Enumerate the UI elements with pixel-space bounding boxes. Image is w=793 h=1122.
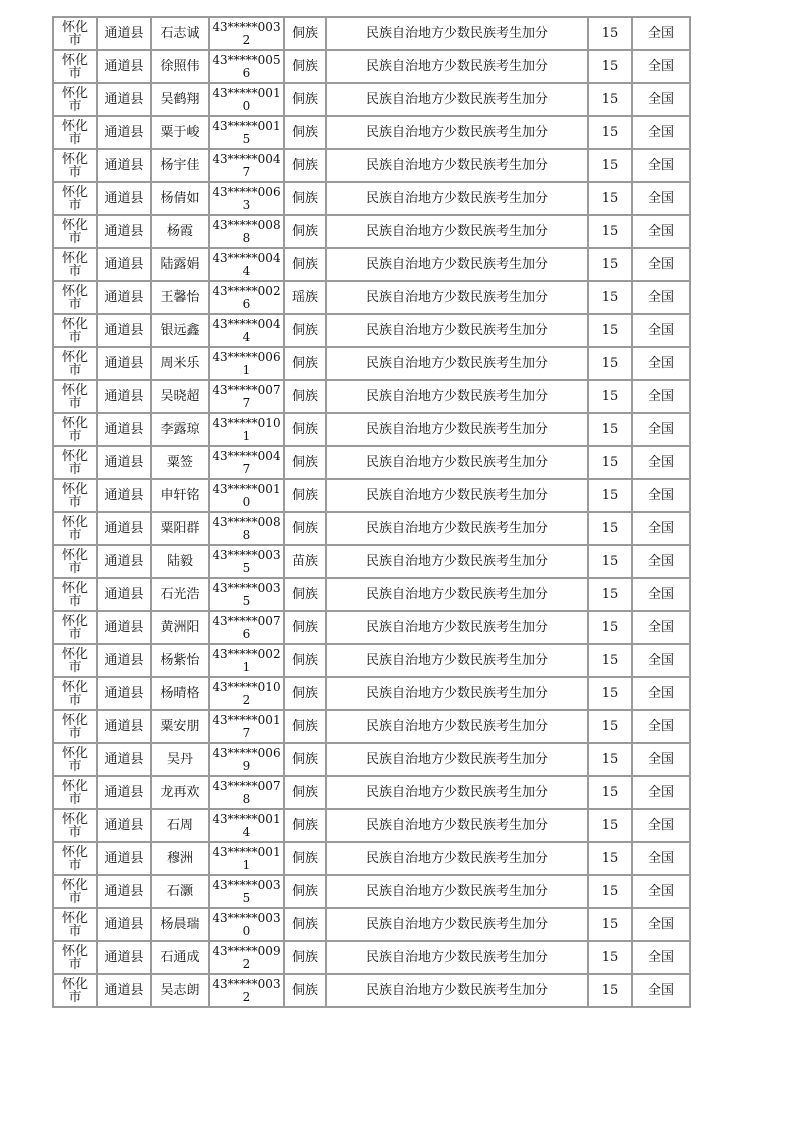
masked-id-cell: 43*****0088 [209,512,284,545]
masked-id-cell: 43*****0030 [209,908,284,941]
scope-cell: 全国 [632,380,690,413]
ethnicity-cell: 侗族 [284,446,326,479]
ethnicity-cell: 侗族 [284,710,326,743]
table-row [53,578,690,611]
masked-id-cell: 43*****0101 [209,413,284,446]
table-row [53,875,690,908]
student-name-cell: 徐照伟 [151,50,209,83]
masked-id-cell: 43*****0011 [209,842,284,875]
student-name-cell: 石志诚 [151,17,209,50]
masked-id-cell: 43*****0056 [209,50,284,83]
table-row [53,842,690,875]
scope-cell: 全国 [632,908,690,941]
student-name-cell: 粟阳群 [151,512,209,545]
table-row [53,710,690,743]
table-row [53,182,690,215]
scope-cell: 全国 [632,545,690,578]
bonus-category-cell: 民族自治地方少数民族考生加分 [326,644,588,677]
scope-cell: 全国 [632,710,690,743]
city-cell: 怀化市 [53,215,97,248]
scope-cell: 全国 [632,578,690,611]
bonus-category-cell: 民族自治地方少数民族考生加分 [326,347,588,380]
ethnicity-cell: 侗族 [284,215,326,248]
student-name-cell: 吴晓超 [151,380,209,413]
city-cell: 怀化市 [53,479,97,512]
county-cell: 通道县 [97,479,151,512]
bonus-points-cell: 15 [588,446,632,479]
scope-cell: 全国 [632,776,690,809]
bonus-points-cell: 15 [588,248,632,281]
bonus-points-cell: 15 [588,809,632,842]
county-cell: 通道县 [97,776,151,809]
county-cell: 通道县 [97,809,151,842]
county-cell: 通道县 [97,281,151,314]
scope-cell: 全国 [632,644,690,677]
bonus-points-cell: 15 [588,17,632,50]
masked-id-cell: 43*****0015 [209,116,284,149]
bonus-points-cell: 15 [588,281,632,314]
scope-cell: 全国 [632,281,690,314]
bonus-points-cell: 15 [588,413,632,446]
city-cell: 怀化市 [53,17,97,50]
city-cell: 怀化市 [53,182,97,215]
county-cell: 通道县 [97,512,151,545]
table-row [53,611,690,644]
bonus-category-cell: 民族自治地方少数民族考生加分 [326,380,588,413]
masked-id-cell: 43*****0017 [209,710,284,743]
ethnicity-cell: 侗族 [284,908,326,941]
bonus-points-cell: 15 [588,545,632,578]
city-cell: 怀化市 [53,380,97,413]
scope-cell: 全国 [632,116,690,149]
table-row [53,743,690,776]
table-row [53,974,690,1007]
bonus-points-cell: 15 [588,710,632,743]
city-cell: 怀化市 [53,446,97,479]
ethnicity-cell: 侗族 [284,149,326,182]
student-name-cell: 杨霞 [151,215,209,248]
student-name-cell: 王馨怡 [151,281,209,314]
ethnicity-cell: 侗族 [284,50,326,83]
student-name-cell: 穆洲 [151,842,209,875]
table-row [53,677,690,710]
masked-id-cell: 43*****0069 [209,743,284,776]
county-cell: 通道县 [97,248,151,281]
bonus-category-cell: 民族自治地方少数民族考生加分 [326,83,588,116]
bonus-points-cell: 15 [588,842,632,875]
bonus-points-cell: 15 [588,908,632,941]
county-cell: 通道县 [97,974,151,1007]
county-cell: 通道县 [97,842,151,875]
city-cell: 怀化市 [53,677,97,710]
county-cell: 通道县 [97,644,151,677]
scope-cell: 全国 [632,215,690,248]
bonus-points-cell: 15 [588,116,632,149]
city-cell: 怀化市 [53,347,97,380]
masked-id-cell: 43*****0035 [209,545,284,578]
bonus-points-cell: 15 [588,512,632,545]
ethnicity-cell: 侗族 [284,314,326,347]
student-name-cell: 杨晨瑞 [151,908,209,941]
student-name-cell: 粟于峻 [151,116,209,149]
city-cell: 怀化市 [53,314,97,347]
masked-id-cell: 43*****0044 [209,314,284,347]
table-row [53,83,690,116]
student-name-cell: 吴丹 [151,743,209,776]
table-row [53,17,690,50]
ethnicity-cell: 侗族 [284,842,326,875]
ethnicity-cell: 侗族 [284,83,326,116]
scope-cell: 全国 [632,875,690,908]
bonus-category-cell: 民族自治地方少数民族考生加分 [326,248,588,281]
county-cell: 通道县 [97,908,151,941]
scope-cell: 全国 [632,941,690,974]
ethnicity-cell: 侗族 [284,347,326,380]
bonus-category-cell: 民族自治地方少数民族考生加分 [326,281,588,314]
bonus-category-cell: 民族自治地方少数民族考生加分 [326,512,588,545]
ethnicity-cell: 侗族 [284,17,326,50]
ethnicity-cell: 侗族 [284,380,326,413]
ethnicity-cell: 侗族 [284,116,326,149]
ethnicity-cell: 侗族 [284,248,326,281]
student-name-cell: 申轩铭 [151,479,209,512]
masked-id-cell: 43*****0061 [209,347,284,380]
scope-cell: 全国 [632,248,690,281]
masked-id-cell: 43*****0044 [209,248,284,281]
county-cell: 通道县 [97,611,151,644]
masked-id-cell: 43*****0026 [209,281,284,314]
scope-cell: 全国 [632,611,690,644]
masked-id-cell: 43*****0035 [209,578,284,611]
table-row [53,776,690,809]
scope-cell: 全国 [632,512,690,545]
city-cell: 怀化市 [53,941,97,974]
ethnicity-cell: 侗族 [284,743,326,776]
bonus-category-cell: 民族自治地方少数民族考生加分 [326,743,588,776]
bonus-points-cell: 15 [588,314,632,347]
bonus-category-cell: 民族自治地方少数民族考生加分 [326,974,588,1007]
ethnicity-cell: 苗族 [284,545,326,578]
county-cell: 通道县 [97,875,151,908]
bonus-category-cell: 民族自治地方少数民族考生加分 [326,677,588,710]
city-cell: 怀化市 [53,83,97,116]
county-cell: 通道县 [97,413,151,446]
student-name-cell: 吴鹤翔 [151,83,209,116]
county-cell: 通道县 [97,314,151,347]
ethnicity-cell: 侗族 [284,578,326,611]
bonus-points-cell: 15 [588,149,632,182]
masked-id-cell: 43*****0078 [209,776,284,809]
bonus-points-cell: 15 [588,215,632,248]
city-cell: 怀化市 [53,149,97,182]
city-cell: 怀化市 [53,743,97,776]
county-cell: 通道县 [97,446,151,479]
ethnicity-cell: 侗族 [284,677,326,710]
city-cell: 怀化市 [53,50,97,83]
county-cell: 通道县 [97,380,151,413]
student-name-cell: 陆露娟 [151,248,209,281]
student-name-cell: 粟签 [151,446,209,479]
ethnicity-cell: 瑶族 [284,281,326,314]
bonus-points-cell: 15 [588,83,632,116]
scope-cell: 全国 [632,149,690,182]
county-cell: 通道县 [97,578,151,611]
scope-cell: 全国 [632,842,690,875]
county-cell: 通道县 [97,545,151,578]
city-cell: 怀化市 [53,281,97,314]
student-name-cell: 龙再欢 [151,776,209,809]
masked-id-cell: 43*****0077 [209,380,284,413]
bonus-category-cell: 民族自治地方少数民族考生加分 [326,545,588,578]
bonus-points-cell: 15 [588,875,632,908]
table-row [53,215,690,248]
city-cell: 怀化市 [53,875,97,908]
bonus-category-cell: 民族自治地方少数民族考生加分 [326,908,588,941]
bonus-points-cell: 15 [588,677,632,710]
student-name-cell: 陆毅 [151,545,209,578]
masked-id-cell: 43*****0010 [209,83,284,116]
bonus-category-cell: 民族自治地方少数民族考生加分 [326,710,588,743]
student-name-cell: 石周 [151,809,209,842]
table-row [53,116,690,149]
table-row [53,908,690,941]
city-cell: 怀化市 [53,413,97,446]
scope-cell: 全国 [632,809,690,842]
bonus-category-cell: 民族自治地方少数民族考生加分 [326,776,588,809]
city-cell: 怀化市 [53,776,97,809]
bonus-category-cell: 民族自治地方少数民族考生加分 [326,479,588,512]
table-row [53,644,690,677]
bonus-points-cell: 15 [588,347,632,380]
bonus-category-cell: 民族自治地方少数民族考生加分 [326,182,588,215]
city-cell: 怀化市 [53,611,97,644]
bonus-points-cell: 15 [588,644,632,677]
bonus-points-cell: 15 [588,182,632,215]
table-row [53,347,690,380]
ethnicity-cell: 侗族 [284,776,326,809]
bonus-category-cell: 民族自治地方少数民族考生加分 [326,215,588,248]
table-row [53,545,690,578]
student-name-cell: 石光浩 [151,578,209,611]
ethnicity-cell: 侗族 [284,941,326,974]
table-row [53,380,690,413]
masked-id-cell: 43*****0063 [209,182,284,215]
student-name-cell: 周米乐 [151,347,209,380]
county-cell: 通道县 [97,17,151,50]
ethnicity-cell: 侗族 [284,875,326,908]
ethnicity-cell: 侗族 [284,611,326,644]
table-row [53,512,690,545]
masked-id-cell: 43*****0010 [209,479,284,512]
bonus-category-cell: 民族自治地方少数民族考生加分 [326,149,588,182]
masked-id-cell: 43*****0047 [209,149,284,182]
scope-cell: 全国 [632,677,690,710]
bonus-category-cell: 民族自治地方少数民族考生加分 [326,941,588,974]
county-cell: 通道县 [97,83,151,116]
city-cell: 怀化市 [53,545,97,578]
masked-id-cell: 43*****0076 [209,611,284,644]
ethnicity-cell: 侗族 [284,974,326,1007]
county-cell: 通道县 [97,149,151,182]
city-cell: 怀化市 [53,908,97,941]
scope-cell: 全国 [632,83,690,116]
scope-cell: 全国 [632,479,690,512]
table-body [53,17,690,1007]
bonus-category-cell: 民族自治地方少数民族考生加分 [326,116,588,149]
table-row [53,809,690,842]
bonus-points-cell: 15 [588,743,632,776]
scope-cell: 全国 [632,182,690,215]
county-cell: 通道县 [97,182,151,215]
ethnicity-cell: 侗族 [284,413,326,446]
table-row [53,941,690,974]
bonus-points-cell: 15 [588,611,632,644]
bonus-points-cell: 15 [588,941,632,974]
county-cell: 通道县 [97,941,151,974]
scope-cell: 全国 [632,413,690,446]
city-cell: 怀化市 [53,710,97,743]
bonus-points-cell: 15 [588,578,632,611]
bonus-category-cell: 民族自治地方少数民族考生加分 [326,611,588,644]
masked-id-cell: 43*****0032 [209,974,284,1007]
bonus-category-cell: 民族自治地方少数民族考生加分 [326,314,588,347]
student-name-cell: 石灏 [151,875,209,908]
city-cell: 怀化市 [53,248,97,281]
bonus-category-cell: 民族自治地方少数民族考生加分 [326,875,588,908]
scope-cell: 全国 [632,50,690,83]
bonus-points-cell: 15 [588,974,632,1007]
city-cell: 怀化市 [53,512,97,545]
table-row [53,50,690,83]
bonus-points-cell: 15 [588,776,632,809]
county-cell: 通道县 [97,116,151,149]
county-cell: 通道县 [97,677,151,710]
masked-id-cell: 43*****0035 [209,875,284,908]
ethnicity-cell: 侗族 [284,182,326,215]
student-name-cell: 吴志朗 [151,974,209,1007]
bonus-category-cell: 民族自治地方少数民族考生加分 [326,842,588,875]
student-name-cell: 粟安朋 [151,710,209,743]
masked-id-cell: 43*****0021 [209,644,284,677]
table-row [53,149,690,182]
masked-id-cell: 43*****0102 [209,677,284,710]
masked-id-cell: 43*****0014 [209,809,284,842]
student-name-cell: 杨倩如 [151,182,209,215]
bonus-category-cell: 民族自治地方少数民族考生加分 [326,413,588,446]
county-cell: 通道县 [97,743,151,776]
scope-cell: 全国 [632,17,690,50]
county-cell: 通道县 [97,710,151,743]
ethnicity-cell: 侗族 [284,479,326,512]
student-name-cell: 杨紫怡 [151,644,209,677]
masked-id-cell: 43*****0092 [209,941,284,974]
table-row [53,446,690,479]
masked-id-cell: 43*****0032 [209,17,284,50]
student-name-cell: 杨宇佳 [151,149,209,182]
table-row [53,314,690,347]
city-cell: 怀化市 [53,809,97,842]
county-cell: 通道县 [97,215,151,248]
student-name-cell: 李露琼 [151,413,209,446]
county-cell: 通道县 [97,50,151,83]
bonus-points-table [52,16,691,1008]
ethnicity-cell: 侗族 [284,809,326,842]
scope-cell: 全国 [632,743,690,776]
city-cell: 怀化市 [53,842,97,875]
masked-id-cell: 43*****0088 [209,215,284,248]
student-name-cell: 石通成 [151,941,209,974]
city-cell: 怀化市 [53,116,97,149]
student-name-cell: 银远鑫 [151,314,209,347]
scope-cell: 全国 [632,974,690,1007]
bonus-points-cell: 15 [588,380,632,413]
masked-id-cell: 43*****0047 [209,446,284,479]
bonus-category-cell: 民族自治地方少数民族考生加分 [326,446,588,479]
city-cell: 怀化市 [53,644,97,677]
table-row [53,248,690,281]
county-cell: 通道县 [97,347,151,380]
scope-cell: 全国 [632,314,690,347]
bonus-points-cell: 15 [588,479,632,512]
bonus-category-cell: 民族自治地方少数民族考生加分 [326,50,588,83]
scope-cell: 全国 [632,446,690,479]
city-cell: 怀化市 [53,974,97,1007]
ethnicity-cell: 侗族 [284,512,326,545]
student-name-cell: 黄洲阳 [151,611,209,644]
table-row [53,413,690,446]
bonus-category-cell: 民族自治地方少数民族考生加分 [326,578,588,611]
ethnicity-cell: 侗族 [284,644,326,677]
table-row [53,281,690,314]
scope-cell: 全国 [632,347,690,380]
student-name-cell: 杨晴格 [151,677,209,710]
bonus-category-cell: 民族自治地方少数民族考生加分 [326,17,588,50]
bonus-points-cell: 15 [588,50,632,83]
table-row [53,479,690,512]
bonus-category-cell: 民族自治地方少数民族考生加分 [326,809,588,842]
city-cell: 怀化市 [53,578,97,611]
